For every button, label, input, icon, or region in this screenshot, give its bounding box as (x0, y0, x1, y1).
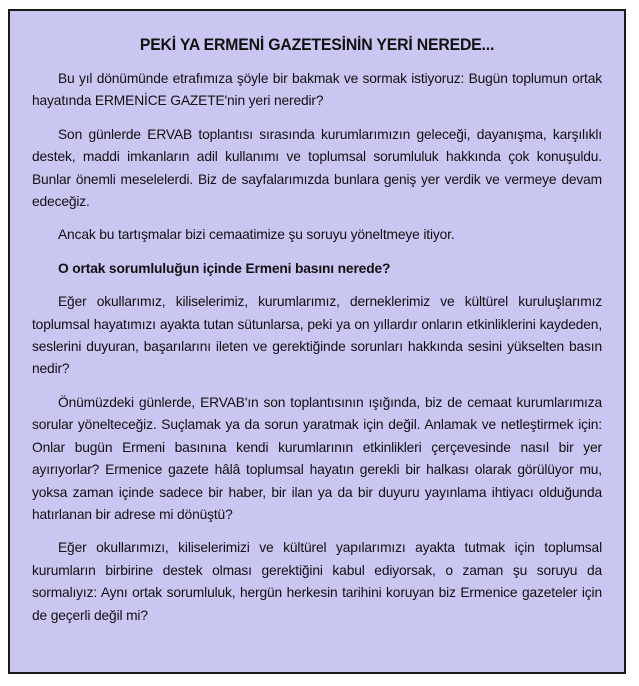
paragraph-upcoming-questions: Önümüzdeki günlerde, ERVAB'ın son toplantısının ışığında, biz de cemaat kurumlarımıza sorular yönelteceğiz. Suçlamak ya da sorun yaratmak için değil. Anlamak ve netleştirmek için: Onlar bugün Ermeni basınına kendi kurumlarının etkinlikleri çerçevesinde nasıl bir yer ayırıyorlar? Ermenice gazete hâlâ toplumsal hayatın gerekli bir halkası olarak görülüyor mu, yoksa zaman içinde sadece bir haber, bir ilan ya da bir duyuru yayınlama ihtiyacı olduğunda hatırlanan bir adrese mi dönüştü? (32, 394, 602, 522)
paragraph-pillars: Eğer okullarımız, kiliselerimiz, kurumlarımız, derneklerimiz ve kültürel kuruluşlarımız toplumsal hayatımızı ayakta tutan sütunlarsa, peki ya on yıllardır onların etkinliklerini kaydeden, seslerini duyuran, başarılarını ileten ve gerektiğinde sorunları hakkında sesini yükselten basın nedir? (32, 294, 602, 377)
paragraph-intro: Bu yıl dönümünde etrafımıza şöyle bir bakmak ve sormak istiyoruz: Bugün toplumun ortak hayatında ERMENİCE GAZETE'nin yeri neredir? (32, 71, 602, 109)
paragraph-discussion: Ancak bu tartışmalar bizi cemaatimize şu soruyu yöneltmeye itiyor. (58, 227, 455, 243)
article-box (8, 9, 626, 674)
paragraph-conclusion: Eğer okullarımızı, kiliselerimizi ve kültürel yapılarımızı ayakta tutmak için toplumsal kurumların birbirine destek olması gerektiğini kabul ediyorsak, o zaman şu soruyu da sormalıyız: Aynı ortak sorumluluk, hergün herkesin tarihini koruyan biz Ermenice gazeteler için de geçerli değil mi? (32, 540, 602, 623)
article-title: PEKİ YA ERMENİ GAZETESİNİN YERİ NEREDE... (139, 35, 495, 54)
paragraph-ervab-meeting: Son günlerde ERVAB toplantısı sırasında kurumlarımızın geleceği, dayanışma, karşılıklı destek, maddi imkanların adil kullanımı ve toplumsal sorumluluk hakkında çok konuşuldu. Bunlar önemli meselelerdi. Biz de sayfalarımızda bunlara geniş yer verdik ve vermeye devam edeceğiz. (32, 126, 602, 210)
paragraph-question: O ortak sorumluluğun içinde Ermeni basını nerede? (58, 260, 391, 276)
